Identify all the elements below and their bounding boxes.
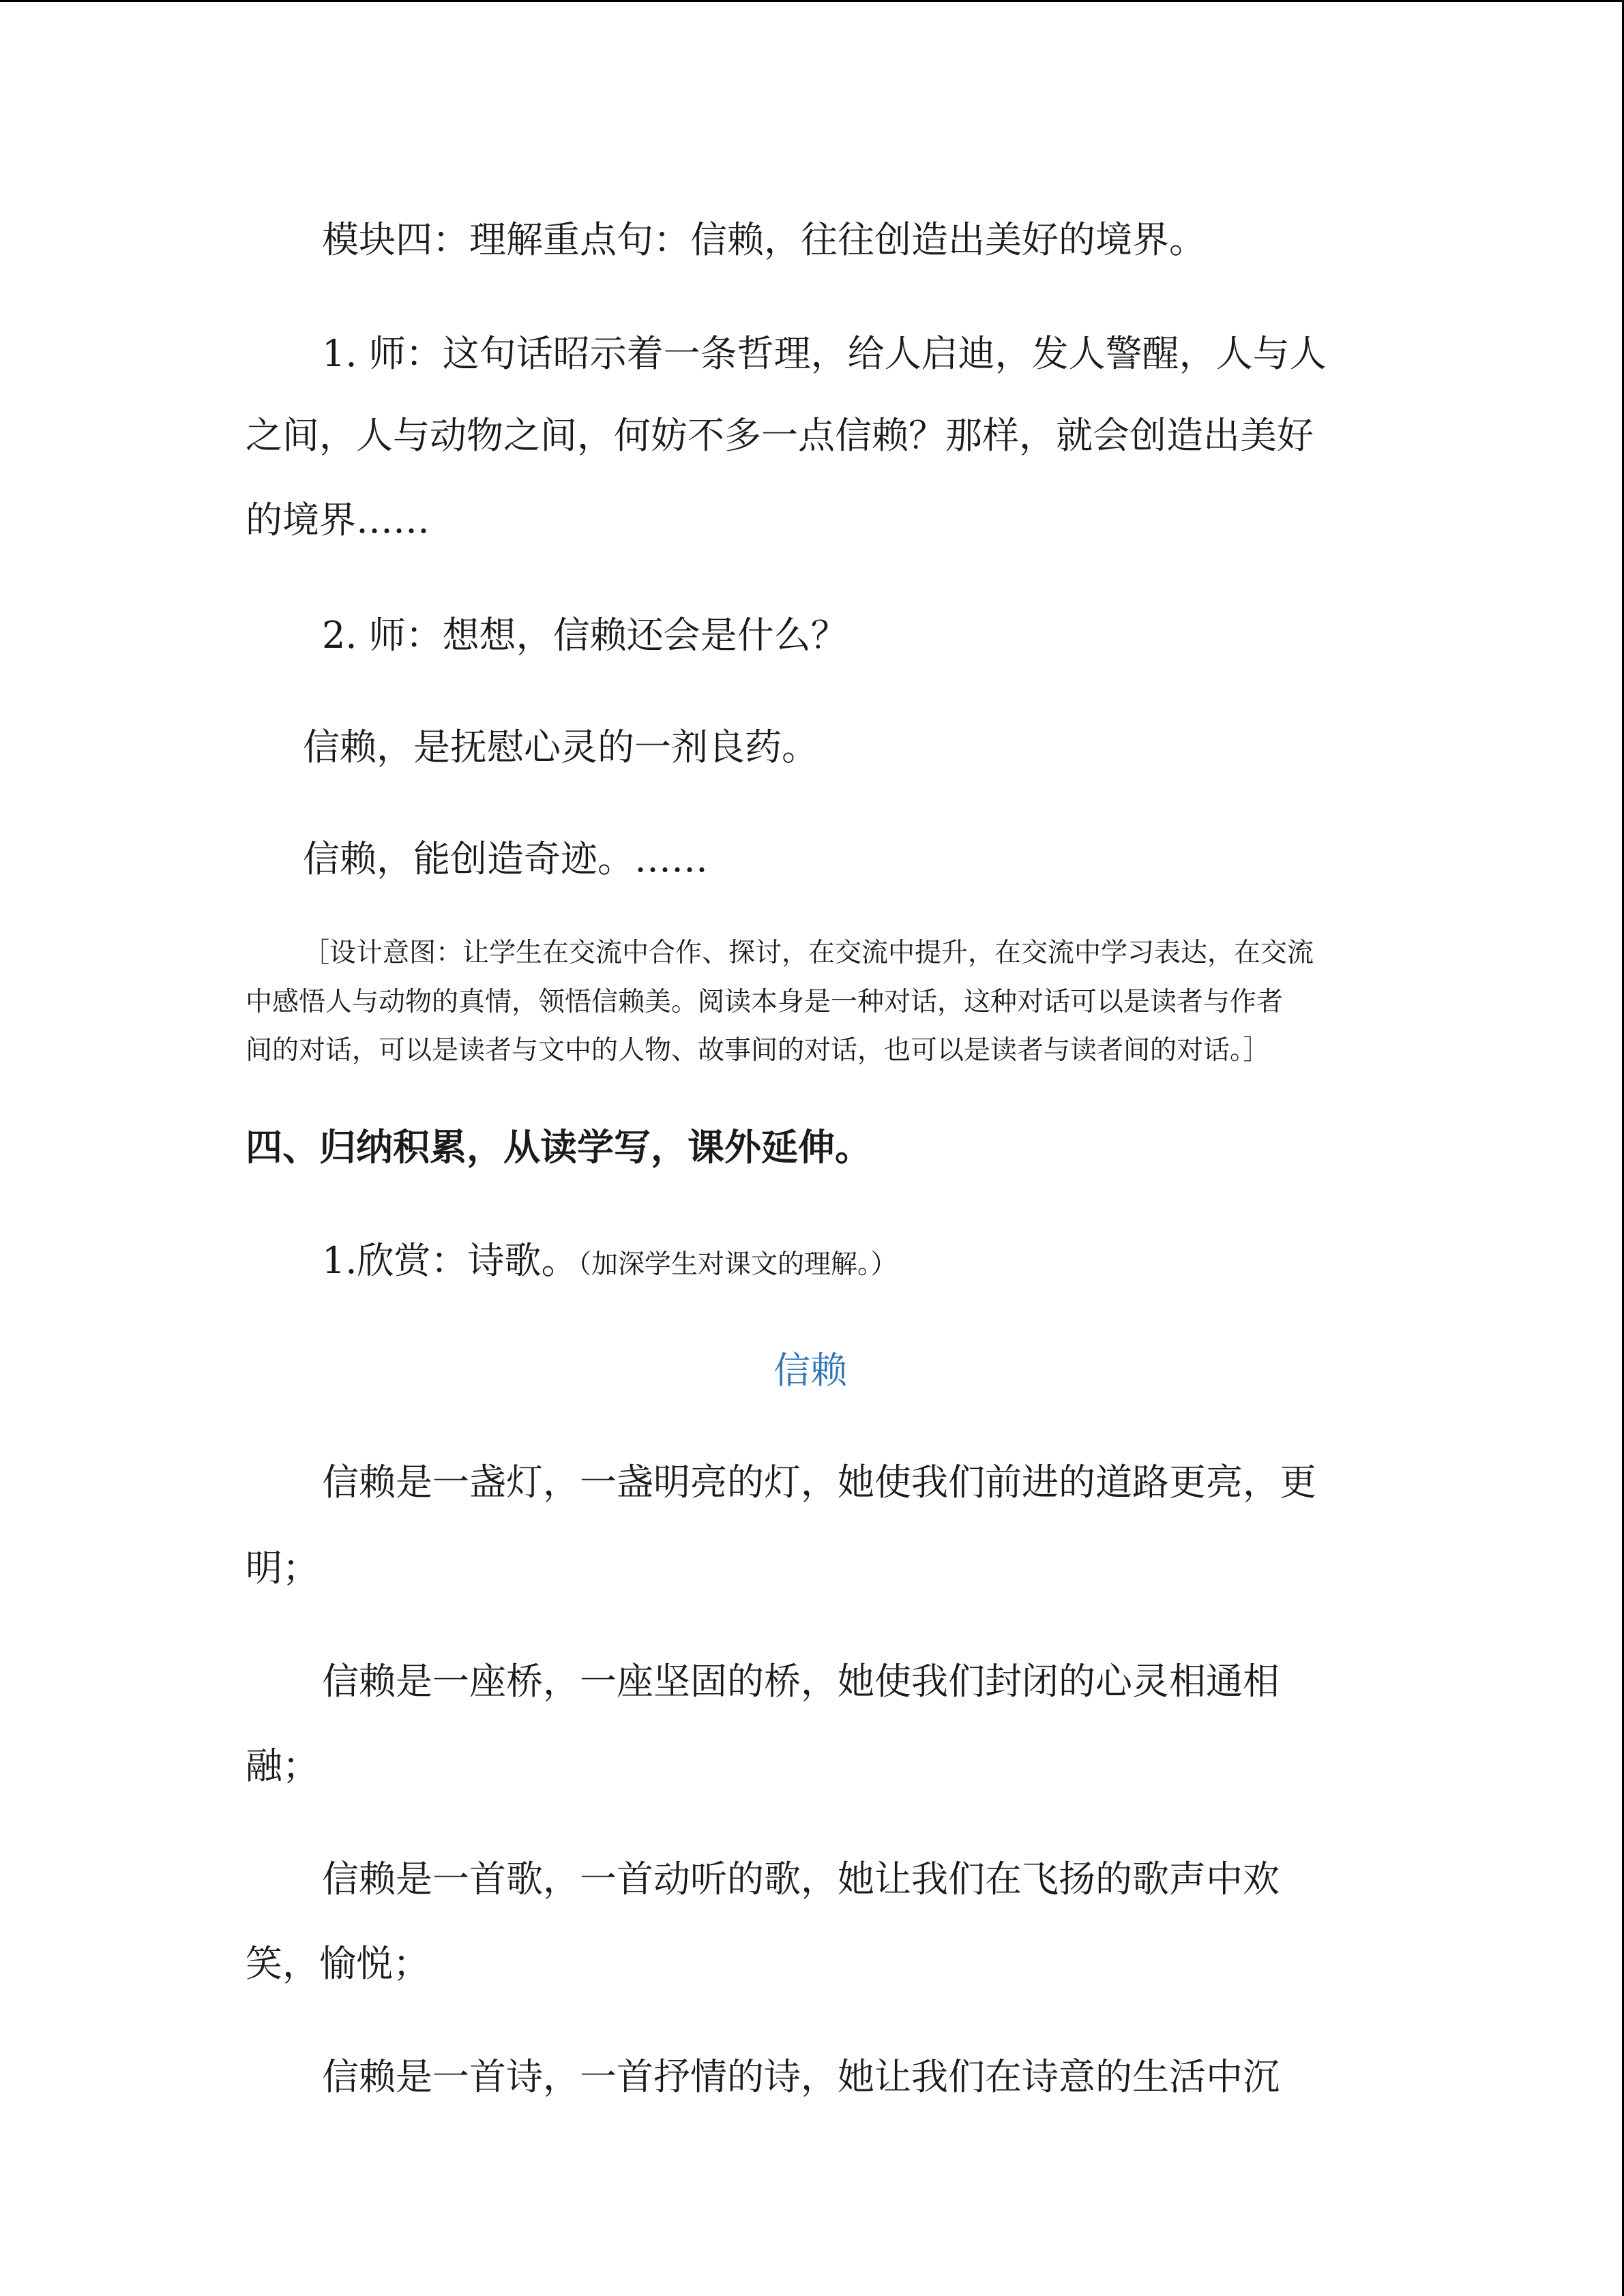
poem-line-1-end: 明； bbox=[246, 1547, 319, 1590]
appreciation-note: （加深学生对课文的理解。） bbox=[578, 1249, 898, 1280]
answer-1: 信赖，是抚慰心灵的一剂良药。 bbox=[303, 726, 818, 769]
poem-line-1: 信赖是一盏灯，一盏明亮的灯，她使我们前进的道路更亮，更 bbox=[322, 1461, 1316, 1504]
poem-line-3: 信赖是一首歌，一首动听的歌，她让我们在飞扬的歌声中欢 bbox=[322, 1858, 1280, 1900]
teacher-line-2: 2. 师：想想，信赖还会是什么？ bbox=[322, 614, 848, 657]
poem-line-2-end: 融； bbox=[246, 1744, 319, 1787]
poem-line-3-end: 笑，愉悦； bbox=[246, 1942, 430, 1985]
design-intent-line-1: ［设计意图：让学生在交流中合作、探讨，在交流中提升，在交流中学习表达，在交流 bbox=[303, 938, 1314, 968]
poem-title: 信赖 bbox=[773, 1349, 847, 1392]
design-intent-line-2: 中感悟人与动物的真情，领悟信赖美。阅读本身是一种对话，这种对话可以是读者与作者 bbox=[246, 987, 1284, 1017]
section-four-heading: 四、归纳积累，从读学写，课外延伸。 bbox=[246, 1125, 872, 1169]
module-four-heading: 模块四：理解重点句：信赖，往往创造出美好的境界。 bbox=[322, 218, 1206, 261]
teacher-line-1-cont: 之间，人与动物之间，何妨不多一点信赖？那样，就会创造出美好 bbox=[246, 414, 1314, 457]
poem-line-4: 信赖是一首诗，一首抒情的诗，她让我们在诗意的生活中沉 bbox=[322, 2055, 1280, 2098]
teacher-line-1-end: 的境界…… bbox=[246, 498, 430, 541]
answer-2: 信赖，能创造奇迹。…… bbox=[303, 837, 708, 880]
appreciation-line bbox=[322, 1240, 898, 1285]
teacher-line-1: 1. 师：这句话昭示着一条哲理，给人启迪，发人警醒，人与人 bbox=[322, 332, 1327, 375]
design-intent-line-3: 间的对话，可以是读者与文中的人物、故事间的对话，也可以是读者与读者间的对话。］ bbox=[246, 1035, 1270, 1066]
top-border bbox=[0, 0, 1624, 2]
poem-line-2: 信赖是一座桥，一座坚固的桥，她使我们封闭的心灵相通相 bbox=[322, 1660, 1280, 1703]
appreciation-label: 1.欣赏：诗歌。 bbox=[322, 1239, 578, 1282]
